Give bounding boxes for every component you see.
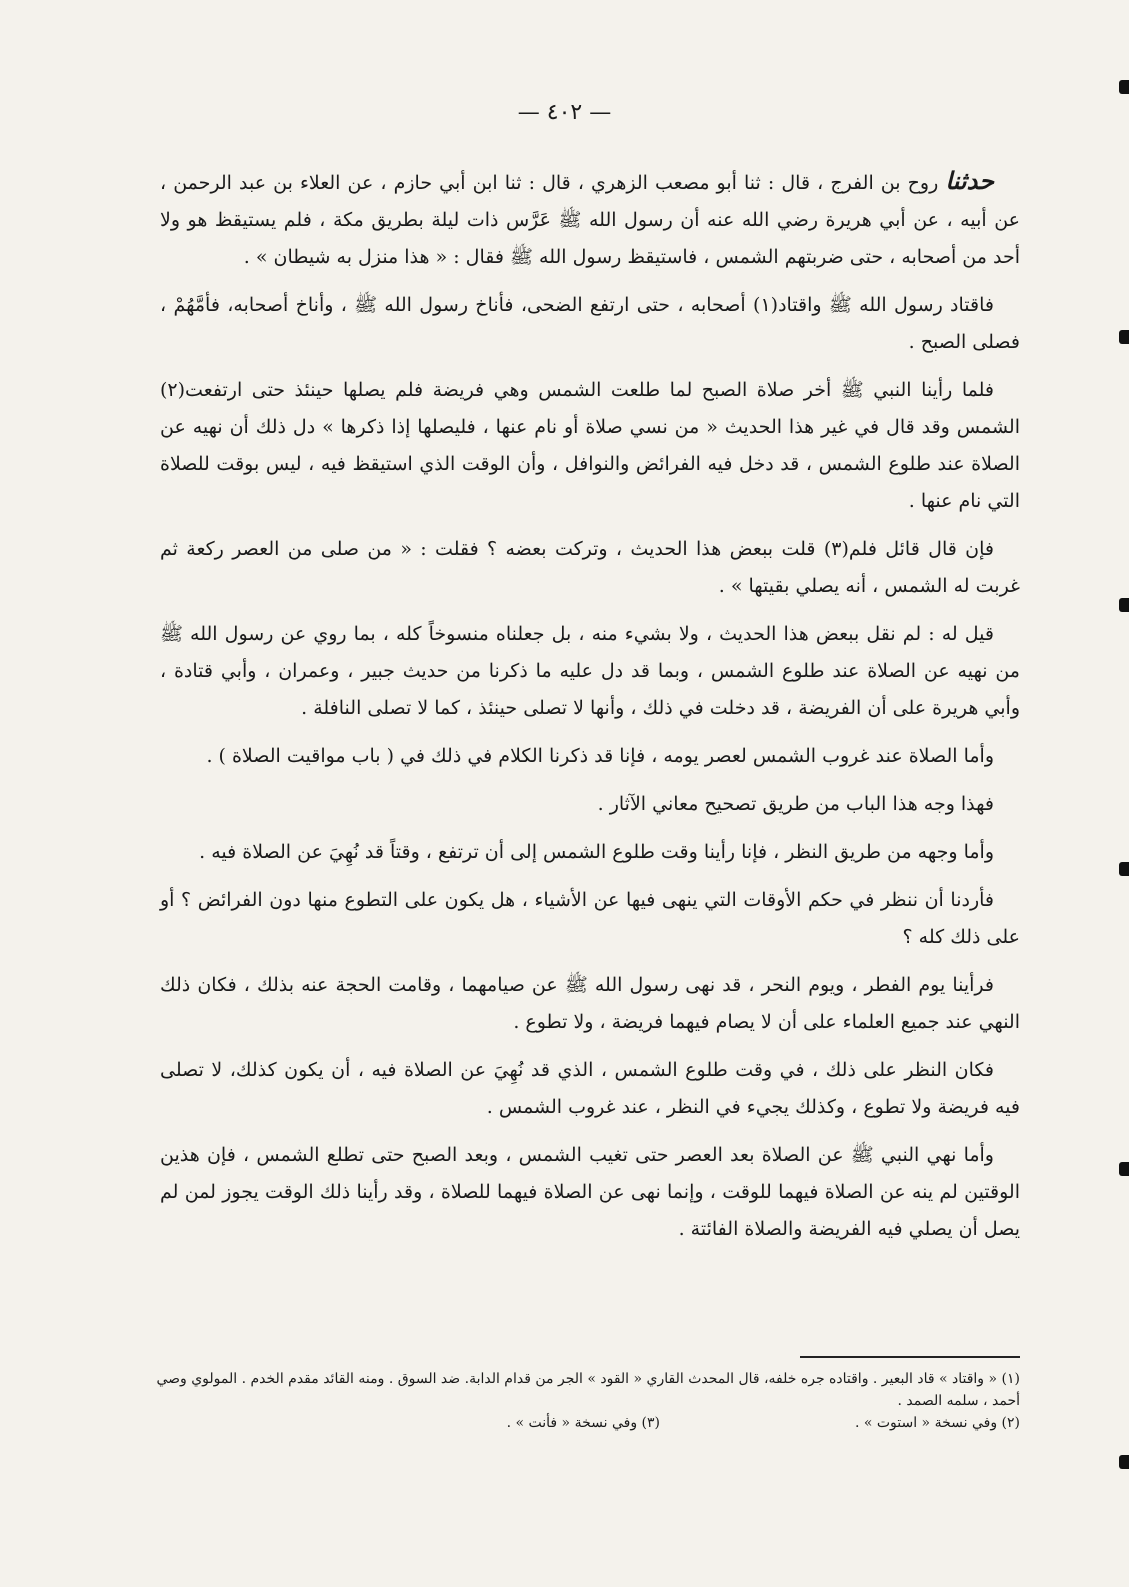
scan-edge-mark (1119, 1162, 1129, 1176)
scan-edge-mark (1119, 862, 1129, 876)
paragraph-text: فلما رأينا النبي ﷺ أخر صلاة الصبح لما طلعت الشمس وهي فريضة فلم يصلها حينئذ حتى ارتفعت(٢) الشمس وقد قال في غير هذا الحديث « من نسي صلاة أو نام عنها ، فليصلها إذا ذكرها » دل ذلك أن نهيه عن الصلاة عند طلوع الشمس ، قد دخل فيه الفرائض والنوافل ، وأن الوقت الذي استيقظ فيه ، ليس بوقت للصلاة التي نام عنها . (160, 379, 1020, 512)
footnote-divider (800, 1356, 1020, 1358)
page-number: — ٤٠٢ — (517, 100, 612, 125)
paragraph-text: فرأينا يوم الفطر ، ويوم النحر ، قد نهى رسول الله ﷺ عن صيامهما ، وقامت الحجة عنه بذلك ، فكان ذلك النهي عند جميع العلماء على أن لا يصام فيهما فريضة ، ولا تطوع . (160, 974, 1020, 1033)
scan-edge-mark (1119, 598, 1129, 612)
paragraph-text: قيل له : لم نقل ببعض هذا الحديث ، ولا بشيء منه ، بل جعلناه منسوخاً كله ، بما روي عن رسول الله ﷺ من نهيه عن الصلاة عند طلوع الشمس ، وبما قد دل عليه ما ذكرنا من حديث جبير ، وعمران ، وأبي قتادة ، وأبي هريرة على أن الفريضة ، قد دخلت في ذلك ، وأنها لا تصلى حينئذ ، كما لا تصلى النافلة . (160, 623, 1020, 719)
paragraph-1 (160, 162, 1020, 276)
paragraph-3 (160, 372, 1020, 520)
paragraph-text: وأما وجهه من طريق النظر ، فإنا رأينا وقت طلوع الشمس إلى أن ترتفع ، وقتاً قد نُهِيَ عن الصلاة فيه . (199, 841, 994, 863)
paragraph-6 (160, 738, 1020, 775)
paragraph-text: روح بن الفرج ، قال : ثنا أبو مصعب الزهري ، قال : ثنا ابن أبي حازم ، عن العلاء بن عبد الرحمن ، عن أبيه ، عن أبي هريرة رضي الله عنه أن رسول الله ﷺ عَرَّس ذات ليلة بطريق مكة ، فلم يستيقظ هو ولا أحد من أصحابه ، حتى ضربتهم الشمس ، فاستيقظ رسول الله ﷺ فقال : « هذا منزل به شيطان » . (160, 172, 1020, 268)
paragraph-5 (160, 616, 1020, 727)
paragraph-10 (160, 967, 1020, 1041)
paragraph-12 (160, 1137, 1020, 1248)
paragraph-8 (160, 834, 1020, 871)
paragraph-text: وأما الصلاة عند غروب الشمس لعصر يومه ، فإنا قد ذكرنا الكلام في ذلك في ( باب مواقيت الصلاة ) . (206, 745, 994, 767)
paragraph-text: فإن قال قائل فلم(٣) قلت ببعض هذا الحديث ، وتركت بعضه ؟ فقلت : « من صلى من العصر ركعة ثم غربت له الشمس ، أنه يصلي بقيتها » . (160, 538, 1020, 597)
footnote-row (140, 1412, 1020, 1434)
paragraph-text: وأما نهي النبي ﷺ عن الصلاة بعد العصر حتى تغيب الشمس ، وبعد الصبح حتى تطلع الشمس ، فإن هذين الوقتين لم ينه عن الصلاة فيهما للوقت ، وإنما نهى عن الصلاة فيهما للصلاة ، وقد رأينا ذلك الوقت يجوز لمن لم يصل أن يصلي فيه الفريضة والصلاة الفائتة . (160, 1144, 1020, 1240)
scan-edge-mark (1119, 330, 1129, 344)
footnotes (140, 1368, 1020, 1434)
paragraph-4 (160, 531, 1020, 605)
paragraph-text: فكان النظر على ذلك ، في وقت طلوع الشمس ، الذي قد نُهِيَ عن الصلاة فيه ، أن يكون كذلك، لا تصلى فيه فريضة ولا تطوع ، وكذلك يجيء في النظر ، عند غروب الشمس . (160, 1059, 1020, 1118)
paragraph-7 (160, 786, 1020, 823)
body-text (160, 162, 1020, 1259)
scan-edge-mark (1119, 1455, 1129, 1469)
paragraph-text: فأردنا أن ننظر في حكم الأوقات التي ينهى فيها عن الأشياء ، هل يكون على التطوع منها دون الفرائض ؟ أو على ذلك كله ؟ (160, 889, 1020, 948)
scan-edge-mark (1119, 80, 1129, 94)
paragraph-text: فاقتاد رسول الله ﷺ واقتاد(١) أصحابه ، حتى ارتفع الضحى، فأناخ رسول الله ﷺ ، وأناخ أصحابه، فأمَّهُمْ ، فصلى الصبح . (160, 294, 1020, 353)
paragraph-text: فهذا وجه هذا الباب من طريق تصحيح معاني الآثار . (597, 793, 994, 815)
footnote-1: (١) « واقتاد » قاد البعير . واقتاده جره خلفه، قال المحدث القاري « القود » الجر من قدام الدابة. ضد السوق . ومنه القائد مقدم الخدم . المولوي وصي أحمد ، سلمه الصمد . (156, 1371, 1020, 1409)
footnote-2: (٢) وفي نسخة « استوت » . (854, 1415, 1020, 1431)
paragraph-9 (160, 882, 1020, 956)
paragraph-2 (160, 287, 1020, 361)
footnote-3: (٣) وفي نسخة « فأنت » . (506, 1415, 660, 1431)
paragraph-11 (160, 1052, 1020, 1126)
lead-word: حدثنا (945, 166, 994, 195)
